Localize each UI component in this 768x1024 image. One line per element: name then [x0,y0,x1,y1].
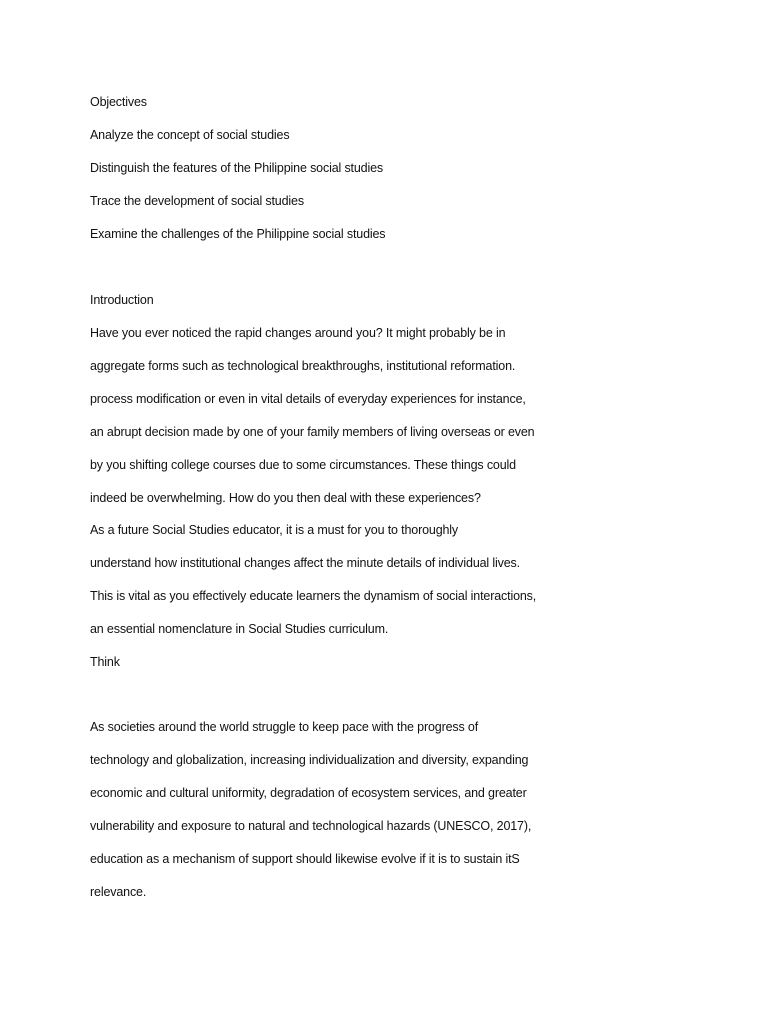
paragraph-line: vulnerability and exposure to natural and technological hazards (UNESCO, 2017), [90,819,532,833]
paragraph-line: relevance. [90,885,147,899]
objective-item: Trace the development of social studies [90,194,304,208]
paragraph-line: an essential nomenclature in Social Studies curriculum. [90,622,389,636]
paragraph-line: As a future Social Studies educator, it is a must for you to thoroughly [90,523,459,537]
objective-item: Analyze the concept of social studies [90,128,290,142]
paragraph-line: As societies around the world struggle to keep pace with the progress of [90,720,479,734]
paragraph-line: process modification or even in vital details of everyday experiences for instance, [90,392,526,406]
paragraph-line: Have you ever noticed the rapid changes around you? It might probably be in [90,326,506,340]
paragraph-line: aggregate forms such as technological breakthroughs, institutional reformation. [90,359,516,373]
paragraph-line: education as a mechanism of support should likewise evolve if it is to sustain itS [90,852,520,866]
introduction-heading: Introduction [90,293,154,307]
objective-item: Distinguish the features of the Philippine social studies [90,161,384,175]
objective-item: Examine the challenges of the Philippine social studies [90,227,386,241]
objectives-heading: Objectives [90,95,147,109]
think-heading: Think [90,655,120,669]
paragraph-line: by you shifting college courses due to some circumstances. These things could [90,458,516,472]
paragraph-line: an abrupt decision made by one of your family members of living overseas or even [90,425,535,439]
paragraph-line: indeed be overwhelming. How do you then deal with these experiences? [90,491,481,505]
paragraph-line: technology and globalization, increasing individualization and diversity, expanding [90,753,529,767]
paragraph-line: economic and cultural uniformity, degradation of ecosystem services, and greater [90,786,527,800]
paragraph-line: This is vital as you effectively educate learners the dynamism of social interactions, [90,589,537,603]
paragraph-line: understand how institutional changes affect the minute details of individual lives. [90,556,520,570]
